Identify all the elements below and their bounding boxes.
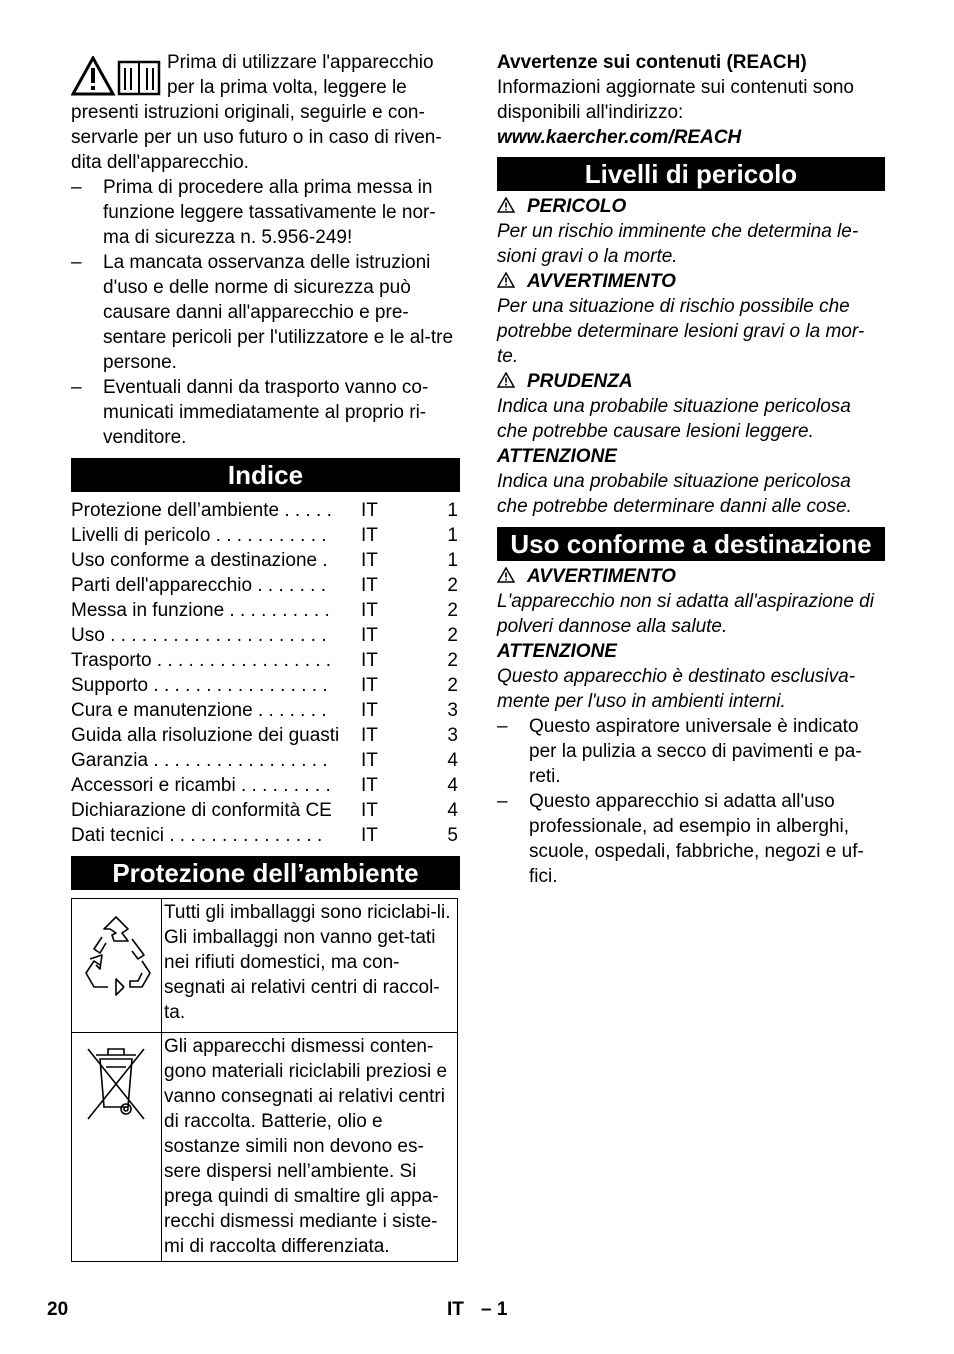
recycle-icon: [72, 899, 161, 1027]
warning-triangle-icon: [497, 272, 515, 288]
toc-row[interactable]: [71, 698, 460, 723]
toc-row[interactable]: [71, 598, 460, 623]
intended-use-heading: Uso conforme a destinazione: [497, 527, 885, 561]
text-cell: [162, 1033, 458, 1262]
caution-label: [497, 369, 885, 394]
toc-row[interactable]: [71, 773, 460, 798]
intended-use-bullets: [497, 714, 885, 889]
toc-row[interactable]: [71, 673, 460, 698]
disposal-text: Gli apparecchi dismessi conten-gono materiali riciclabili preziosi e vanno consegnati ai relativi centri di raccolta. Batterie, olio e sostanze simili non devono es-sere dispersi nell’ambiente. Si prega quindi di smaltire gli appa-recchi dismessi mediante i siste-mi di raccolta differenziata.: [164, 1036, 448, 1257]
toc-title: Parti dell'apparecchio: [71, 575, 253, 596]
warning-triangle-icon: [497, 567, 515, 583]
toc-lang: IT: [361, 550, 378, 571]
toc-lang: IT: [361, 625, 378, 646]
attention-label: ATTENZIONE: [497, 446, 617, 467]
reach-link[interactable]: www.kaercher.com/REACH: [497, 127, 742, 148]
toc-row[interactable]: [71, 623, 460, 648]
intended-use-warning-description: L'apparecchio non si adatta all'aspirazione di polveri dannose alla salute.: [497, 591, 874, 637]
toc-lang: IT: [361, 675, 378, 696]
list-item: – Eventuali danni da trasporto vanno co-municati immediatamente al proprio ri-venditore.: [71, 375, 460, 450]
toc-leader: . . . . .: [279, 500, 332, 521]
toc-row[interactable]: [71, 798, 460, 823]
list-item: – Questo aspiratore universale è indicato per la pulizia a secco di pavimenti e pa-reti.: [497, 714, 885, 789]
warning-label: [497, 269, 885, 294]
toc-title: Uso conforme a destinazione: [71, 550, 318, 571]
toc-lang: IT: [361, 575, 378, 596]
index-heading: Indice: [71, 458, 460, 492]
crossed-bin-icon: [72, 1033, 161, 1123]
caution-description: Indica una probabile situazione pericolosa che potrebbe causare lesioni leggere.: [497, 396, 851, 442]
toc-page: 4: [447, 800, 458, 821]
warning-triangle-icon: [497, 197, 515, 213]
toc-leader: . . . . . . .: [252, 700, 327, 721]
toc-page: 2: [447, 675, 458, 696]
toc-leader: . . . . . . . . . . . . . . . . .: [151, 650, 332, 671]
toc-page: 2: [447, 575, 458, 596]
intro-section: [71, 50, 460, 450]
toc-lang: IT: [361, 500, 378, 521]
toc-leader: . . . . . . . . . . . . . . . . . . . . .: [104, 625, 327, 646]
intro-line: presenti istruzioni originali, seguirle e con-: [71, 102, 425, 123]
intended-use-section: [497, 564, 885, 889]
page-number: 20: [47, 1299, 69, 1320]
attention-description: Indica una probabile situazione pericolosa che potrebbe determinare danni alle cose.: [497, 471, 852, 517]
toc-title: Garanzia: [71, 750, 149, 771]
toc-lang: IT: [361, 700, 378, 721]
warning-manual-icon: [71, 56, 161, 96]
toc-row[interactable]: [71, 498, 460, 523]
toc-leader: . . . . . . . . . .: [224, 600, 330, 621]
toc-title: Messa in funzione: [71, 600, 225, 621]
toc-title: Accessori e ricambi: [71, 775, 236, 796]
toc-row[interactable]: [71, 648, 460, 673]
toc-title: Trasporto: [71, 650, 152, 671]
intended-use-warning-text: AVVERTIMENTO: [527, 566, 676, 587]
table-of-contents: [71, 498, 460, 848]
toc-leader: . . . . . . . . . . . . . . . . .: [148, 750, 328, 771]
warning-label-text: AVVERTIMENTO: [527, 271, 676, 292]
toc-lang: IT: [361, 650, 378, 671]
toc-page: 2: [447, 625, 458, 646]
intended-use-attention-description: Questo apparecchio è destinato esclusiva-mente per l'uso in ambienti interni.: [497, 666, 856, 712]
toc-title: Uso: [71, 625, 105, 646]
toc-lang: IT: [361, 750, 378, 771]
environment-heading: Protezione dell’ambiente: [71, 856, 460, 890]
danger-description: Per un rischio imminente che determina le-sioni gravi o la morte.: [497, 221, 859, 267]
environment-table: [71, 898, 458, 1262]
toc-leader: . . . . . . . . . . .: [210, 525, 327, 546]
danger-levels-list: [497, 194, 885, 519]
table-row: [72, 1033, 458, 1262]
list-item: – Prima di procedere alla prima messa in funzione leggere tassativamente le nor-ma di sicurezza n. 5.956-249!: [71, 175, 460, 250]
toc-row[interactable]: [71, 573, 460, 598]
toc-lang: IT: [361, 525, 378, 546]
toc-page: 5: [447, 825, 458, 846]
intended-use-attention-label: ATTENZIONE: [497, 641, 617, 662]
toc-title: Livelli di pericolo: [71, 525, 211, 546]
toc-lang: IT: [361, 600, 378, 621]
caution-label-text: PRUDENZA: [527, 371, 633, 392]
list-item: – Questo apparecchio si adatta all'uso professionale, ad esempio in alberghi, scuole, ospedali, fabbriche, negozi e uf-fici.: [497, 789, 885, 889]
toc-title: Supporto: [71, 675, 149, 696]
warning-description: Per una situazione di rischio possibile che potrebbe determinare lesioni gravi o la mor-te.: [497, 296, 865, 367]
intended-use-warning-label: [497, 564, 885, 589]
right-column: [497, 50, 885, 889]
intro-bullets: [71, 175, 460, 450]
intro-line: servarle per un uso futuro o in caso di riven-: [71, 127, 442, 148]
list-item: – La mancata osservanza delle istruzioni d'uso e delle norme di sicurezza può causare danni all'apparecchio e pre-sentare pericoli per l'utilizzatore e le al-tre persone.: [71, 250, 460, 375]
toc-title: Protezione dell’ambiente: [71, 500, 280, 521]
toc-lang: IT: [361, 775, 378, 796]
toc-row[interactable]: [71, 823, 460, 848]
intro-line: Prima di utilizzare l'apparecchio: [167, 52, 434, 73]
toc-title: Dati tecnici: [71, 825, 164, 846]
table-row: [72, 899, 458, 1033]
toc-row[interactable]: [71, 723, 460, 748]
text-cell: [162, 899, 458, 1033]
danger-label-text: PERICOLO: [527, 196, 627, 217]
footer-lang: IT: [447, 1299, 464, 1320]
toc-title: Cura e manutenzione: [71, 700, 253, 721]
toc-lang: IT: [361, 825, 378, 846]
danger-label: [497, 194, 885, 219]
intro-line: per la prima volta, leggere le: [167, 77, 407, 98]
toc-row[interactable]: [71, 523, 460, 548]
toc-leader: . . . . . . .: [252, 575, 326, 596]
danger-levels-heading: Livelli di pericolo: [497, 157, 885, 191]
toc-leader: . . . . . . . . . . . . . . .: [163, 825, 323, 846]
left-column: [71, 50, 460, 1262]
toc-page: 2: [447, 600, 458, 621]
toc-page: 3: [447, 725, 458, 746]
toc-page: 4: [447, 775, 458, 796]
toc-page: 3: [447, 700, 458, 721]
toc-lang: IT: [361, 725, 378, 746]
toc-leader: . . . . . . . . .: [235, 775, 331, 796]
toc-leader: . . . . . . . . . . . . . . . . .: [148, 675, 328, 696]
reach-heading: Avvertenze sui contenuti (REACH): [497, 52, 807, 73]
toc-title: Guida alla risoluzione dei guasti: [71, 725, 340, 746]
toc-title: Dichiarazione di conformità CE: [71, 800, 332, 821]
recycle-text: Tutti gli imballaggi sono riciclabi-li. Gli imballaggi non vanno get-tati nei rifiuti domestici, ma con-segnati ai relativi centri di raccol-ta.: [164, 902, 451, 1023]
toc-lang: IT: [361, 800, 378, 821]
intro-line: dita dell'apparecchio.: [71, 152, 249, 173]
icon-cell: [72, 1033, 162, 1262]
toc-leader: .: [317, 550, 328, 571]
toc-page: 1: [447, 525, 458, 546]
warning-triangle-icon: [497, 372, 515, 388]
toc-row[interactable]: [71, 548, 460, 573]
toc-page: 2: [447, 650, 458, 671]
toc-page: 4: [447, 750, 458, 771]
footer-sub-page: – 1: [481, 1299, 508, 1320]
toc-row[interactable]: [71, 748, 460, 773]
reach-text: Informazioni aggiornate sui contenuti sono disponibili all'indirizzo:: [497, 77, 855, 123]
icon-cell: [72, 899, 162, 1033]
toc-page: 1: [447, 550, 458, 571]
toc-page: 1: [447, 500, 458, 521]
